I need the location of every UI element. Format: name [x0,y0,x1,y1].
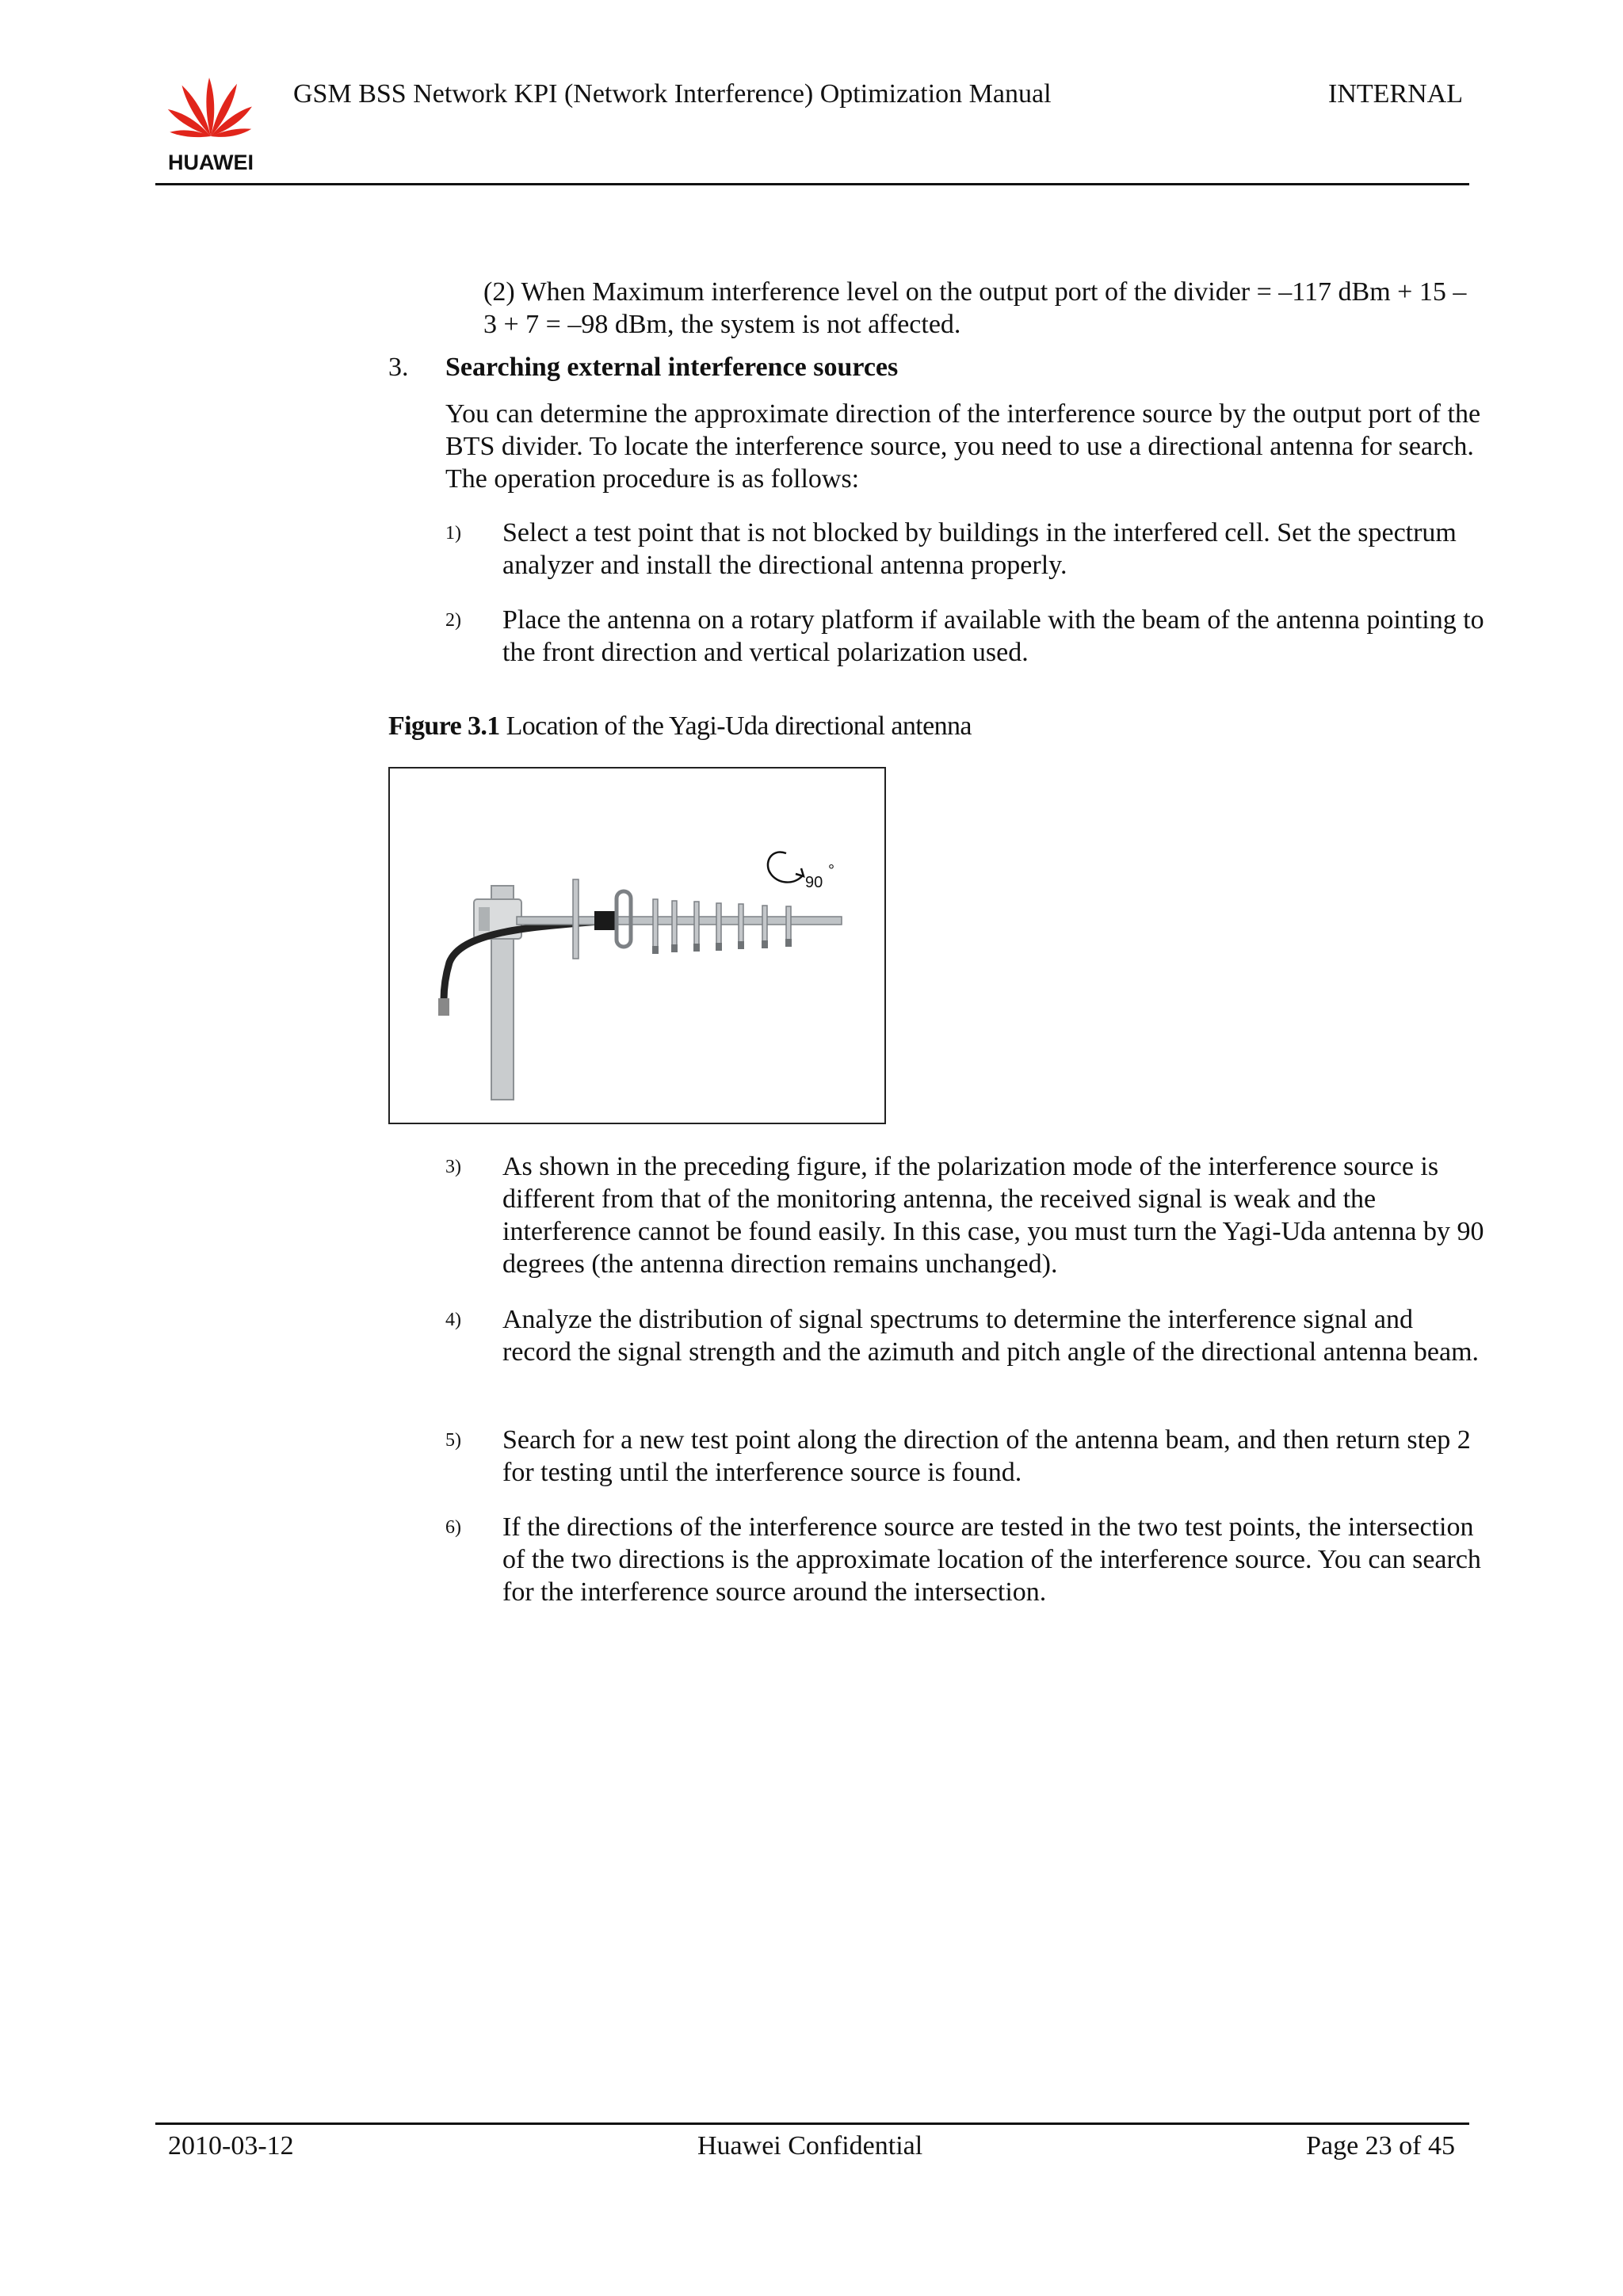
header-divider [155,183,1469,185]
list-item-text: Select a test point that is not blocked by buildings in the interfered cell. Set the spectrum analyzer and install the directional antenna properly. [502,518,1457,580]
list-item-number: 3) [445,1157,461,1177]
yagi-antenna-figure [388,767,886,1124]
list-item-number: 4) [445,1310,461,1330]
previous-paragraph: (2) When Maximum interference level on the output port of the divider = –117 dBm + 15 – 3 + 7 = –98 dBm, the system is not affected. [483,277,1467,339]
footer-divider [155,2122,1469,2125]
list-item-number: 6) [445,1517,461,1538]
huawei-logo [155,70,266,174]
yagi-antenna-illustration [390,769,884,1123]
antenna-boom [517,917,842,925]
clamp-bolt [479,907,490,931]
page-number: Page 23 of 45 [1306,2131,1455,2161]
footer-date: 2010-03-12 [168,2131,294,2161]
list-item-text: Search for a new test point along the direction of the antenna beam, and then return step 2 for testing until the interference source is found. [502,1425,1471,1487]
list-item-text: Analyze the distribution of signal spectrums to determine the interference signal and record the signal strength and the azimuth and pitch angle of the directional antenna beam. [502,1305,1480,1367]
figure-caption-text: Location of the Yagi-Uda directional antenna [499,711,972,741]
list-item-number: 2) [445,610,461,631]
footer-confidentiality: Huawei Confidential [697,2131,923,2161]
section-title: Searching external interference sources [445,353,899,382]
cable-connector [438,998,449,1016]
list-item-text: Place the antenna on a rotary platform if available with the beam of the antenna pointing to the front direction and vertical polarization used. [502,605,1484,667]
section-number: 3. [388,353,409,382]
document-title: GSM BSS Network KPI (Network Interference) Optimization Manual [293,79,1052,109]
figure-label: Figure 3.1 [388,711,500,741]
list-item-number: 5) [445,1430,461,1451]
list-item-text: As shown in the preceding figure, if the polarization mode of the interference source is different from that of the monitoring antenna, the received signal is weak and the interference cannot be found easily. In this case, you must turn the Yagi-Uda antenna by 90 degrees (the antenna direction remains unchanged). [502,1152,1484,1279]
list-item-number: 1) [445,523,461,543]
section-intro: You can determine the approximate direction of the interference source by the output port of the BTS divider. To locate the interference source, you need to use a directional antenna for search. The operation procedure is as follows: [445,399,1481,494]
list-item-text: If the directions of the interference source are tested in the two test points, the intersection of the two directions is the approximate location of the interference source. You can search for the interference source around the intersection. [502,1512,1481,1607]
figure-caption [388,711,972,742]
arrowhead-icon [796,868,804,876]
brand-wordmark: HUAWEI [168,151,254,174]
degree-symbol: ° [828,862,834,879]
rotation-arrow-icon [768,852,802,883]
rotation-angle-label: 90 [805,874,823,891]
huawei-logo-mark [155,70,266,174]
reflector-element [573,879,579,959]
classification-label: INTERNAL [1328,79,1463,109]
